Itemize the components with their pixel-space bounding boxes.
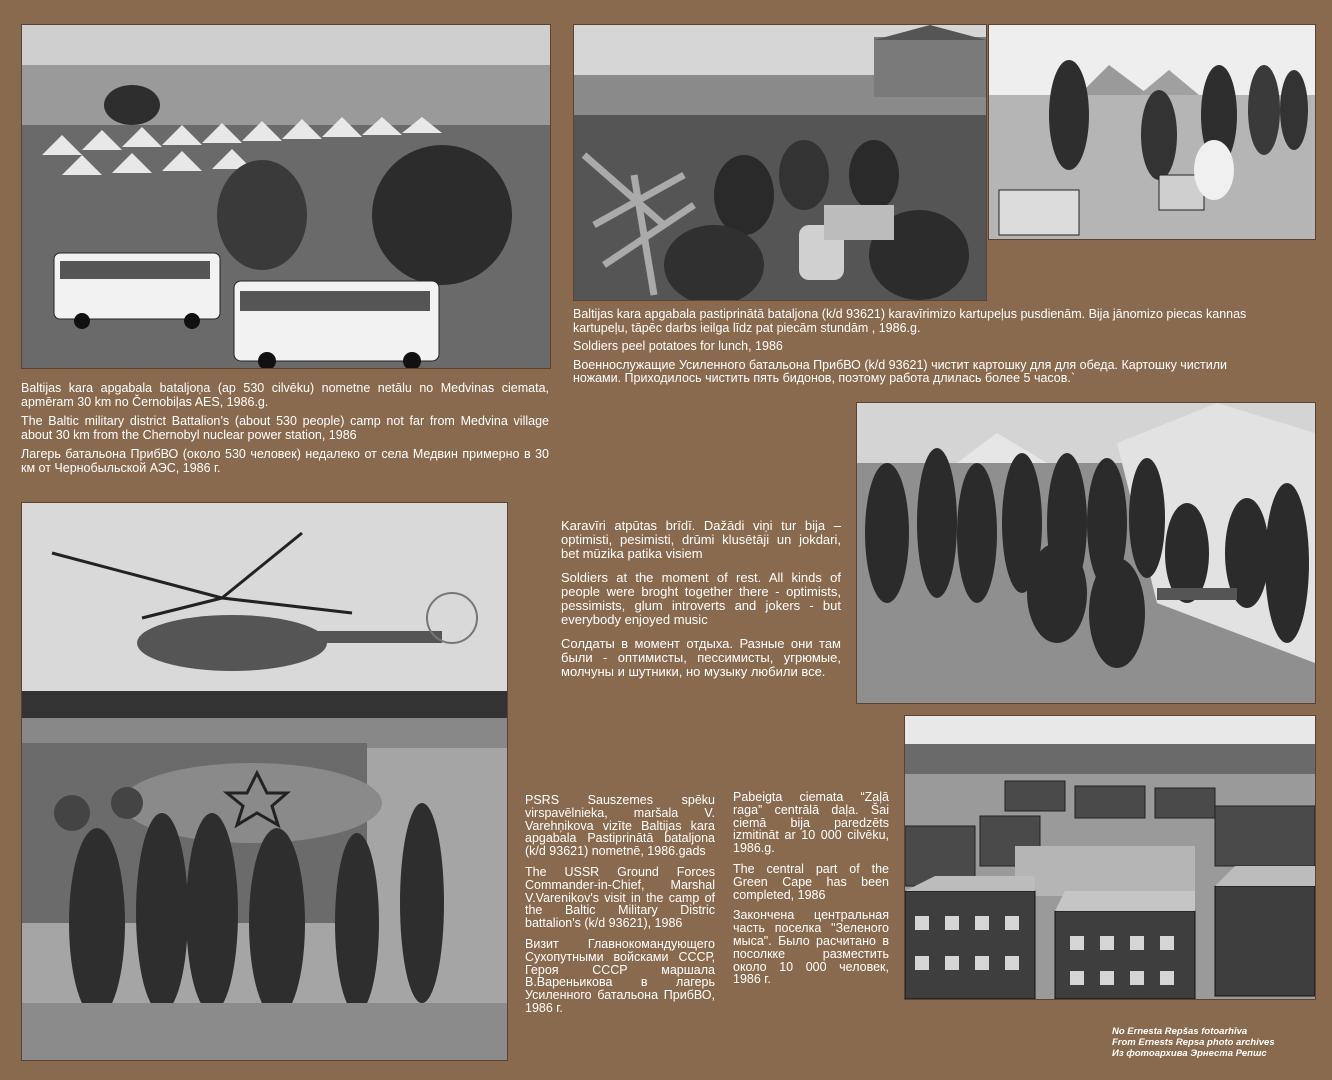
credit-en: From Ernests Repsa photo archives [1112, 1037, 1275, 1048]
photo-credit [1112, 1026, 1322, 1059]
credit-ru: Из фотоархива Эрнеста Репшс [1112, 1048, 1267, 1059]
caption-rest-lv: Karavīri atpūtas brīdī. Dažādi viņi tur bija – optimisti, pesimisti, drūmi klusētāji un jokdari, bet mūzika patika visiem [561, 518, 841, 561]
credit-lv: No Ernesta Repšas fotoarhīva [1112, 1026, 1248, 1037]
photo-peeling-potatoes [573, 24, 987, 301]
photo-soldiers-rest [856, 402, 1316, 704]
caption-potatoes-lv: Baltijas kara apgabala pastiprinātā bataljona (k/d 93621) karavīrimizo kartupeļus pusdienām. Bija jānomizo piecas kannas kartupeļu, tāpēc darbs ieilga līdz pat piecām stundām , 1986.g. [573, 307, 1247, 335]
caption-rest-en: Soldiers at the moment of rest. All kinds of people were broght together there - optimists, pessimists, glum introverts and jokers - but everybody enjoyed music [561, 570, 841, 627]
caption-village [733, 791, 889, 994]
caption-potatoes-en: Soldiers peel potatoes for lunch, 1986 [573, 339, 783, 353]
photo-helicopter-visit [21, 502, 508, 1061]
caption-visit-en: The USSR Ground Forces Commander-in-Chief, Marshal V.Varenikov's visit in the camp of the Baltic Military Distric battalion's (k/d 93621), 1986 [525, 864, 715, 931]
caption-potatoes-ru: Военнослужащие Усиленного батальона ПрибВО (k/d 93621) чистит картошку для для обеда. Картошку чистили ножами. Приходилось чистить пять бидонов, поэтому работа длилась более 5 часов.` [573, 357, 1228, 385]
caption-village-ru: Закончена центральная часть поселка "Зеленого мыса". Было расчитано в посолкке разместить около 10 000 человек, 1986 г. [733, 908, 889, 987]
caption-camp [21, 382, 549, 481]
caption-visit-ru: Визит Главнокомандующего Сухопутными войсками СССР, Героя СССР маршала В.Вареньикова в лагерь Усиленного батальона ПрибВО, 1986 г. [525, 936, 715, 1015]
caption-camp-en: The Baltic military district Battalion’s (about 530 people) camp not far from Medvina village about 30 km from the Chernobyl nuclear power station, 1986 [21, 414, 549, 442]
caption-visit-lv: PSRS Sauszemes spēku virspavēlnieka, maršala V. Varehņikova vizīte Baltijas kara apgabala Pastiprinātā bataljona (k/d 93621) nometnē, 1986.gads [525, 793, 715, 859]
photo-field-kitchen [988, 24, 1316, 240]
caption-camp-ru: Лагерь батальона ПрибВО (около 530 человек) недалеко от села Медвин примерно в 30 км от Чернобыльской АЭС, 1986 г. [21, 447, 549, 475]
caption-potatoes [573, 308, 1253, 391]
caption-village-lv: Pabeigta ciemata “Zaļā raga” centrālā daļa. Šai ciemā bija paredzēts izmitināt ar 10 000 cilvēku, 1986.g. [733, 790, 889, 856]
caption-camp-lv: Baltijas kara apgabala bataljoņa (ap 530 cilvēku) nometne netālu no Medvinas ciemata, apmēram 30 km no Černobiļas AES, 1986.g. [21, 381, 549, 409]
caption-rest-ru: Солдаты в момент отдыха. Разные они там были - оптимисты, пессимисты, угрюмые, молчуны и шутники, но музыку любили все. [561, 636, 841, 679]
photo-green-cape-village [904, 715, 1316, 1000]
photo-camp-buses [21, 24, 551, 369]
caption-village-en: The central part of the Green Cape has been completed, 1986 [733, 861, 889, 902]
caption-visit [525, 794, 715, 1023]
caption-rest [561, 519, 841, 689]
